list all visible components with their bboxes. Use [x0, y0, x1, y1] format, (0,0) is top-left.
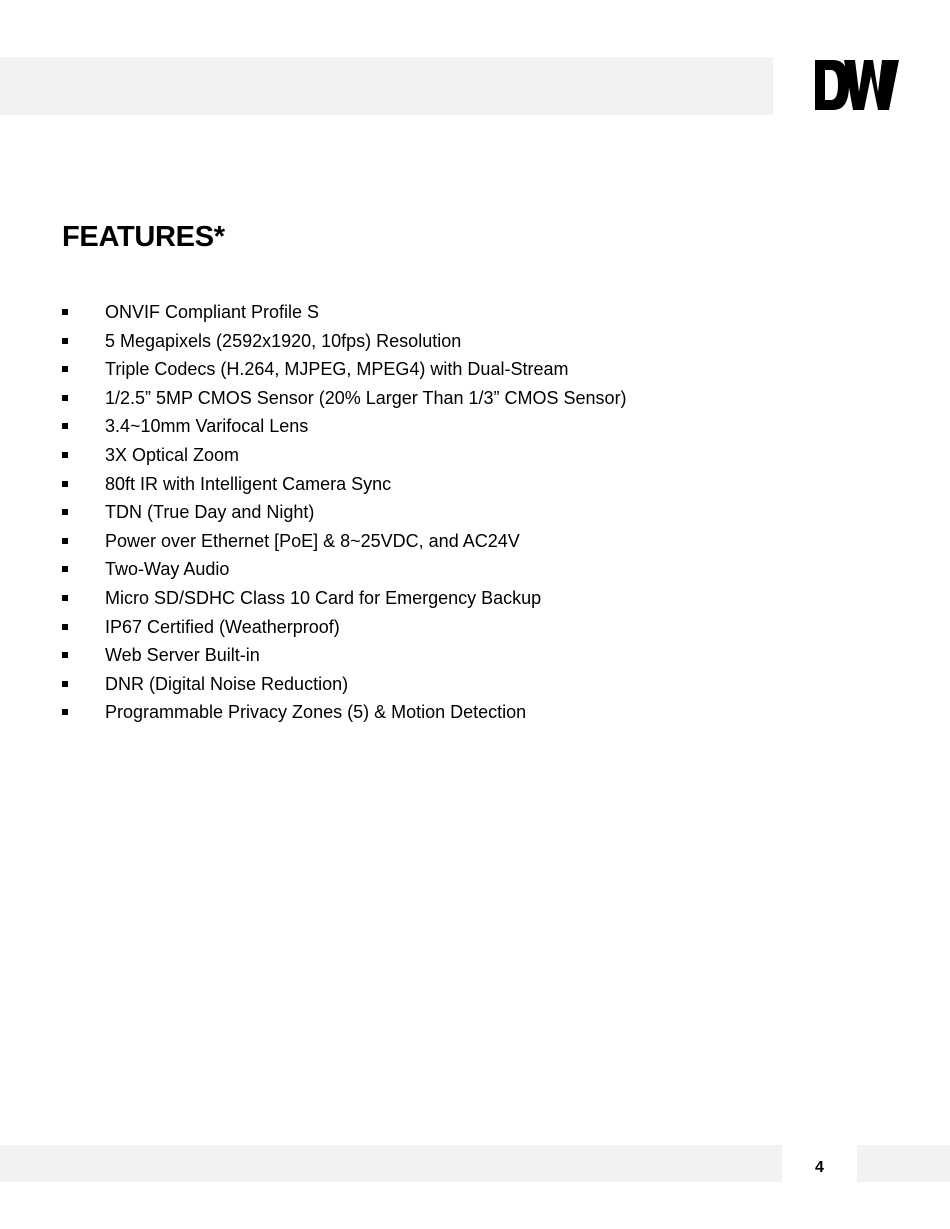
square-bullet-icon — [62, 652, 68, 658]
square-bullet-icon — [62, 395, 68, 401]
feature-text: DNR (Digital Noise Reduction) — [105, 673, 349, 694]
page-number: 4 — [815, 1159, 824, 1176]
feature-text: 80ft IR with Intelligent Camera Sync — [105, 473, 392, 494]
feature-text: IP67 Certified (Weatherproof) — [105, 616, 340, 637]
square-bullet-icon — [62, 481, 68, 487]
feature-text: TDN (True Day and Night) — [105, 502, 315, 523]
header-band — [0, 57, 773, 115]
feature-text: Two-Way Audio — [105, 559, 230, 580]
page-title: FEATURES* — [62, 221, 225, 253]
square-bullet-icon — [62, 624, 68, 630]
footer-band-left — [0, 1145, 782, 1182]
square-bullet-icon — [62, 595, 68, 601]
square-bullet-icon — [62, 566, 68, 572]
square-bullet-icon — [62, 338, 68, 344]
dw-logo — [813, 56, 901, 114]
feature-text: Micro SD/SDHC Class 10 Card for Emergency Backup — [105, 587, 542, 608]
square-bullet-icon — [62, 681, 68, 687]
feature-text: 3X Optical Zoom — [105, 444, 240, 465]
square-bullet-icon — [62, 452, 68, 458]
square-bullet-icon — [62, 709, 68, 715]
feature-text: 3.4~10mm Varifocal Lens — [105, 416, 309, 437]
square-bullet-icon — [62, 509, 68, 515]
square-bullet-icon — [62, 309, 68, 315]
feature-text: 5 Megapixels (2592x1920, 10fps) Resolution — [105, 330, 462, 351]
footer-band-right — [857, 1145, 950, 1182]
feature-text: Triple Codecs (H.264, MJPEG, MPEG4) with Dual-Stream — [105, 359, 569, 380]
square-bullet-icon — [62, 366, 68, 372]
square-bullet-icon — [62, 423, 68, 429]
feature-text: ONVIF Compliant Profile S — [105, 302, 320, 322]
feature-text: 1/2.5” 5MP CMOS Sensor (20% Larger Than 1/3” CMOS Sensor) — [105, 387, 627, 408]
feature-text: Programmable Privacy Zones (5) & Motion Detection — [105, 702, 527, 723]
feature-text: Power over Ethernet [PoE] & 8~25VDC, and AC24V — [105, 530, 520, 551]
square-bullet-icon — [62, 538, 68, 544]
feature-text: Web Server Built-in — [105, 645, 260, 666]
